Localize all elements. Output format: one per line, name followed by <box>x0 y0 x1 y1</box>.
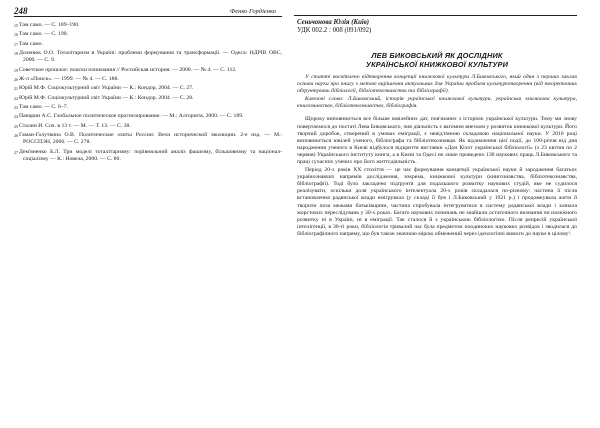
footnote-text: Доленюк О.О. Тоталітаризм в Україні: проблеми формування та трансформації. — Одеса: НДРІВ ОВС, 2000. — С. 9. <box>19 50 282 64</box>
udk-code: УДК 002.2 : 008 (091/092) <box>297 27 372 34</box>
page-number: 248 <box>14 6 28 16</box>
footnote <box>14 104 282 111</box>
running-author: Фенко Гордієнко <box>230 8 276 15</box>
header-rule <box>294 3 577 16</box>
footnote <box>14 132 282 147</box>
footnote-text: Там само. — С. 189–190. <box>19 22 80 28</box>
footnote-text: Сталин И. Соч. в 13 т. — М. — Т. 13. — С. 38. <box>19 122 131 129</box>
footnote-text: Ж-л «Поиск». — 1999. — № 4. — С. 188. <box>19 75 119 82</box>
footnote <box>14 41 282 48</box>
body-paragraph: Щороку виповнюється все більше ювілейних дат, пов'язаних з історією української культури. Тому ми знову повертаємося до постаті Лева Биковського, чия діяльність є вагомим внеском у розвиток книжкової культури. Його творчий доробок, створений в умовах еміграції, є невід'ємною складовою національної науки. У 2010 році виповнюється ювілей ученого, бібліографа та бібліотекознавця. Як відзначення цієї події, до 100-річчя від дня народження ученого в Києві відбулося відкриття виставки «Дон Кіхот української бібліології» (з 23 квітня по 2 червня) Українського інституту книги, а в Києві та Одесі не лише проведено 130 наукових праць Л.Биковського та праці сучасних учених про його життєдіяльність. <box>297 116 577 165</box>
keywords <box>297 96 577 110</box>
footnote <box>14 85 282 92</box>
footnote-number: 21 <box>14 86 18 92</box>
footnote <box>14 95 282 102</box>
article-title <box>297 51 577 69</box>
body-paragraph: Період 20-х років ХХ століття — це час формування концепції української науки й зародження багатьох українознавчих напрямів дослідження, зокрема, книжкової культури (книгознавства, бібліотекознавства, бібліографії). Тоді було закладено підґрунтя для подальшого розвитку наукових студій, яке не судилося реалізувати, оскільки доля українського інтелектуала 20-х років складалася по-різному: частина її після встановлення радянської влади емігрувала (у складі її був і Л.Биковський у 1921 р.) і продовжувала жити й творити поза межами батьківщини, частина спробувала інтегруватися в систему радянської влади і зазнала жорстоких переслідувань у 30-х роках. Багато наукових починань не знайшли остаточного визнання чи належного розвитку ні в Україні, ні в еміграції. Так сталося й з українською бібліологією. Після репресій української інтелігенції, в 30-ті роки, бібліологія тривалий час була предметом поодиноких наукових розвідок і зводилася до бібліографічного напряму, що був також значною мірою обмежений через ідеологічні вимоги до науки в цілому¹. <box>297 167 577 237</box>
right-page-column <box>297 3 577 239</box>
footnote <box>14 22 282 29</box>
article-author: Сеньчонова Юлія (Київ) <box>297 19 370 26</box>
footnote <box>14 76 282 83</box>
footnote-number: 22 <box>14 95 18 101</box>
footnote-text: Советское прошлое: поиски понимания // Российская история. — 2000. — № 4. — С. 112. <box>19 66 237 73</box>
abstract: У статті висвітлено відтворення концепції книжкової культури Л.Биковського, який один з перших заклав основи науки про книгу з метою вирішення актуальних для України проблем культуротворення (від теоретичних обґрунтувань бібліології, бібліотекознавства та бібліографії). <box>297 74 577 95</box>
article-body <box>297 116 577 237</box>
footnote-number: 16 <box>14 32 18 38</box>
footnote-text: Там само. — С. 190. <box>19 31 68 38</box>
footnote-number: 18 <box>14 51 18 57</box>
title-line-1: ЛЕВ БИКОВСЬКИЙ ЯК ДОСЛІДНИК <box>371 51 503 60</box>
title-line-2: УКРАЇНСЬКОЇ КНИЖКОВОЇ КУЛЬТУРИ <box>365 60 509 69</box>
keywords-text: Л.Биковський, історія української книжкової культури, українська книжкова культура, книгознавство, бібліотекознавство, бібліографія. <box>297 96 577 110</box>
footnote-number: 25 <box>14 123 18 129</box>
left-page-column <box>14 4 282 165</box>
footnote-text: Там само. — С. 6–7. <box>19 104 68 110</box>
footnote-number: 17 <box>14 41 18 47</box>
footnote <box>14 67 282 74</box>
footnote-text: Панарин А.С. Глобальное политическое прогнозирование. — М.: Алгоритм, 2000. — С. 189. <box>19 113 244 120</box>
keywords-label: Ключові слова: <box>305 96 344 103</box>
running-header <box>14 4 282 17</box>
footnotes-list <box>14 22 282 163</box>
footnote-number: 24 <box>14 114 18 120</box>
footnote <box>14 113 282 120</box>
footnote-number: 27 <box>14 149 18 155</box>
footnote-number: 15 <box>14 23 18 28</box>
footnote <box>14 50 282 65</box>
footnote-text: Там само. <box>19 40 43 47</box>
footnote-number: 19 <box>14 67 18 73</box>
footnote-number: 23 <box>14 105 18 110</box>
footnote-text: Юрій М.Ф. Соціокультурний світ України — К.: Кондор, 2004. — С. 28. <box>19 94 194 101</box>
footnote-number: 20 <box>14 76 18 82</box>
footnote-text: Юрій М.Ф. Соціокультурний світ України — К.: Кондор, 2004. — С. 27. <box>19 85 194 92</box>
footnote <box>14 31 282 38</box>
footnote <box>14 123 282 130</box>
footnote-text: Дем'яненко Б.Л. Три моделі тоталітаризму: порівняльний аналіз фашизму, більшовизму та націонал-соціалізму — К.: Новела, 2000. — С. 80. <box>19 148 282 162</box>
footnote-text: Гаман-Голутвина О.В. Политические элиты России: Вехи исторической эволюции. 2-е изд. — М.: РОССПЭН, 2006. — С. 278. <box>19 132 282 146</box>
footnote-number: 26 <box>14 133 18 139</box>
footnote <box>14 149 282 164</box>
